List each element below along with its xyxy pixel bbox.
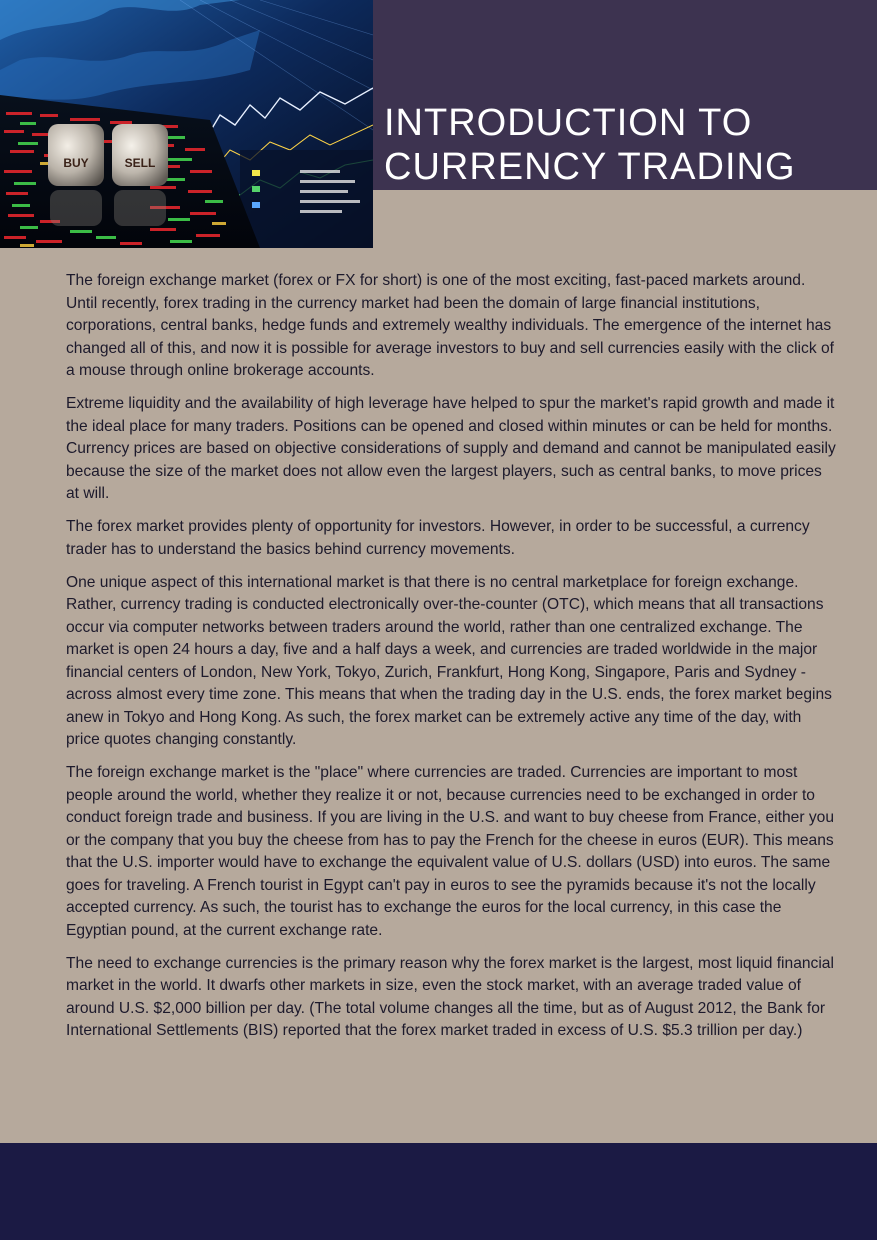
hero-image <box>0 0 373 248</box>
paragraph: The need to exchange currencies is the primary reason why the forex market is the largest, most liquid financial market in the world. It dwarfs other markets in size, even the stock market, with an average traded value of around U.S. $2,000 billion per day. (The total volume changes all the time, but as of August 2012, the Bank for International Settlements (BIS) reported that the forex market traded in excess of U.S. $5.3 trillion per day.) <box>66 954 834 1039</box>
paragraph: The foreign exchange market (forex or FX for short) is one of the most exciting, fast-paced markets around. Until recently, forex trading in the currency market had been the domain of large financial institutions, corporations, central banks, hedge funds and extremely wealthy individuals. The emergence of the internet has changed all of this, and now it is possible for average investors to buy and sell currencies easily with the click of a mouse through online brokerage accounts. <box>66 272 834 379</box>
title-band <box>373 0 877 190</box>
sell-die <box>112 124 168 186</box>
paragraph: One unique aspect of this international market is that there is no central marketplace for foreign exchange. Rather, currency trading is conducted electronically over-the-counter (OTC), which means that all transactions occur via computer networks between traders around the world, rather than one centralized exchange. The market is open 24 hours a day, five and a half days a week, and currencies are traded worldwide in the major financial centers of London, New York, Tokyo, Zurich, Frankfurt, Hong Kong, Singapore, Paris and Sydney - across almost every time zone. This means that when the trading day in the U.S. ends, the forex market begins anew in Tokyo and Hong Kong. As such, the forex market can be extremely active any time of the day, with price quotes changing constantly. <box>66 573 832 748</box>
paragraph: The forex market provides plenty of opportunity for investors. However, in order to be successful, a currency trader has to understand the basics behind currency movements. <box>66 518 810 558</box>
sell-die-label: SELL <box>124 156 156 170</box>
page-title: INTRODUCTION TO CURRENCY TRADING <box>384 102 796 188</box>
article-body <box>66 270 836 1053</box>
buy-die <box>48 124 104 186</box>
paragraph: The foreign exchange market is the "place" where currencies are traded. Currencies are important to most people around the world, whether they realize it or not, because currencies need to be exchanged in order to conduct foreign trade and business. If you are living in the U.S. and want to buy cheese from France, either you or the company that you buy the cheese from has to pay the French for the cheese in euros (EUR). This means that the U.S. importer would have to exchange the equivalent value of U.S. dollars (USD) into euros. The same goes for traveling. A French tourist in Egypt can't pay in euros to see the pyramids because it's not the locally accepted currency. As such, the tourist has to exchange the euros for the local currency, in this case the Egyptian pound, at the current exchange rate. <box>66 764 834 939</box>
footer-band <box>0 1143 877 1240</box>
buy-die-label: BUY <box>63 156 89 170</box>
paragraph: Extreme liquidity and the availability of high leverage have helped to spur the market's rapid growth and made it the ideal place for many traders. Positions can be opened and closed within minutes or can be held for months. Currency prices are based on objective considerations of supply and demand and cannot be manipulated easily because the size of the market does not allow even the largest players, such as central banks, to move prices at will. <box>66 395 836 502</box>
